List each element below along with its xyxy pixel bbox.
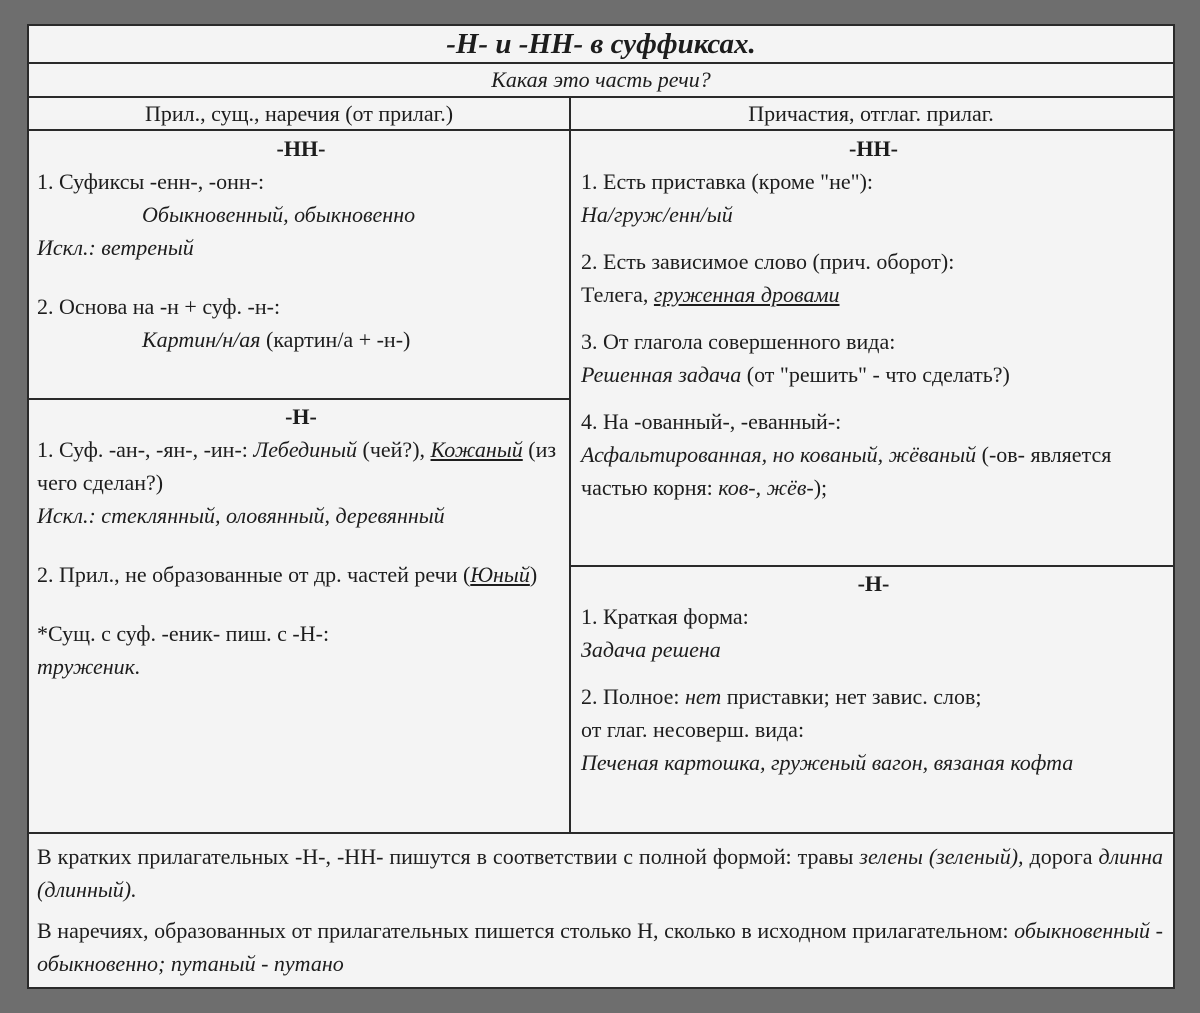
- left-nn-example-2-note: (картин/а + -н-): [266, 327, 411, 352]
- header-row: [29, 98, 1173, 131]
- right-nn-example-4: [581, 438, 1166, 504]
- left-nn-exception: Искл.: ветреный: [37, 235, 194, 260]
- right-nn-example-4-root: ков-, жёв-: [718, 475, 814, 500]
- left-n-heading: -Н-: [285, 404, 317, 429]
- left-n-question-1: (чей?),: [362, 437, 426, 462]
- right-nn-example-4-end: );: [813, 475, 828, 500]
- rule-table: [27, 24, 1175, 989]
- right-n-rule-2-line2: от глаг. несоверш. вида:: [581, 717, 805, 742]
- bottom-note-1-mid: дорога: [1029, 844, 1093, 869]
- right-n-rule-2-rest: приставки; нет завис. слов;: [726, 684, 982, 709]
- bottom-note-2: [37, 914, 1163, 980]
- left-n-example-kozhany: Кожаный: [430, 437, 523, 462]
- right-nn-example-2: [581, 278, 1166, 311]
- left-nn-example-2: [37, 323, 565, 356]
- left-nn-example-1: Обыкновенный, обыкновенно: [142, 202, 416, 227]
- right-n-rule-1: 1. Краткая форма:: [581, 604, 749, 629]
- bottom-divider: [29, 832, 1173, 834]
- left-n-rule-2: [37, 558, 565, 591]
- left-nn-cell: [37, 132, 565, 356]
- left-nn-rule-2: 2. Основа на -н + суф. -н-:: [37, 294, 281, 319]
- question-row: Какая это часть речи?: [29, 64, 1173, 98]
- left-nn-heading: -НН-: [276, 136, 326, 161]
- left-n-rule-1-text: 1. Суф. -ан-, -ян-, -ин-:: [37, 437, 248, 462]
- left-n-example-lebediny: Лебединый: [253, 437, 357, 462]
- right-nn-example-1: На/груж/енн/ый: [581, 202, 733, 227]
- left-n-question-2: (из чего сделан?): [37, 437, 557, 495]
- right-nn-cell: [581, 132, 1166, 504]
- bottom-note-2-example: обыкновенный - обыкновенно; путаный - путано: [37, 918, 1164, 976]
- bottom-note-1-example-2: длинна (длинный).: [37, 844, 1164, 902]
- right-nn-example-2-pre: Телега,: [581, 282, 649, 307]
- header-left: Прил., сущ., наречия (от прилаг.): [29, 98, 571, 129]
- bottom-note-1-example-1: зелены (зеленый),: [859, 844, 1024, 869]
- left-nn-example-2-word: Картин/н/ая: [142, 327, 261, 352]
- right-nn-rule-3: 3. От глагола совершенного вида:: [581, 329, 896, 354]
- right-n-rule-2-pre: 2. Полное:: [581, 684, 680, 709]
- left-n-exception: Искл.: стеклянный, оловянный, деревянный: [37, 503, 445, 528]
- right-nn-example-3: [581, 358, 1166, 391]
- right-nn-example-3-word: Решенная задача: [581, 362, 742, 387]
- left-n-example-truzhenik: труженик.: [37, 654, 141, 679]
- left-n-rule-1: [37, 433, 565, 499]
- right-nn-rule-4: 4. На -ованный-, -еванный-:: [581, 409, 842, 434]
- left-n-example-yuny: Юный: [470, 562, 530, 587]
- left-n-cell: [37, 400, 565, 683]
- right-n-example-1: Задача решена: [581, 637, 721, 662]
- bottom-notes: [37, 840, 1163, 988]
- bottom-note-2-text: В наречиях, образованных от прилагательных пишется столько Н, сколько в исходном прилагательном:: [37, 918, 1009, 943]
- right-nn-example-2-word: груженная дровами: [653, 282, 840, 307]
- left-nn-rule-1: 1. Суфиксы -енн-, -онн-:: [37, 169, 265, 194]
- left-n-rule-2-close: ): [529, 562, 538, 587]
- right-n-example-2: Печеная картошка, груженый вагон, вязаная кофта: [581, 750, 1074, 775]
- right-nn-example-4-word: Асфальтированная, но кованый, жёваный: [581, 442, 977, 467]
- left-n-rule-2-text: 2. Прил., не образованные от др. частей речи (: [37, 562, 471, 587]
- right-nn-rule-1: 1. Есть приставка (кроме "не"):: [581, 169, 874, 194]
- right-nn-example-4-note: (-ов- является частью корня:: [581, 442, 1112, 500]
- right-n-rule-2: [581, 680, 1166, 713]
- column-divider: [569, 131, 571, 833]
- right-nn-example-3-note: (от "решить" - что сделать?): [746, 362, 1010, 387]
- right-n-heading: -Н-: [857, 571, 890, 596]
- right-nn-heading: -НН-: [849, 136, 898, 161]
- left-n-rule-3: *Сущ. с суф. -еник- пиш. с -Н-:: [37, 621, 330, 646]
- bottom-note-1-text: В кратких прилагательных -Н-, -НН- пишутся в соответствии с полной формой: травы: [37, 844, 854, 869]
- right-nn-rule-2: 2. Есть зависимое слово (прич. оборот):: [581, 249, 955, 274]
- header-right: Причастия, отглаг. прилаг.: [748, 101, 994, 126]
- bottom-note-1: [37, 840, 1163, 906]
- right-n-rule-2-net: нет: [685, 684, 722, 709]
- table-title: -Н- и -НН- в суффиксах.: [29, 26, 1173, 64]
- right-n-cell: [581, 567, 1166, 779]
